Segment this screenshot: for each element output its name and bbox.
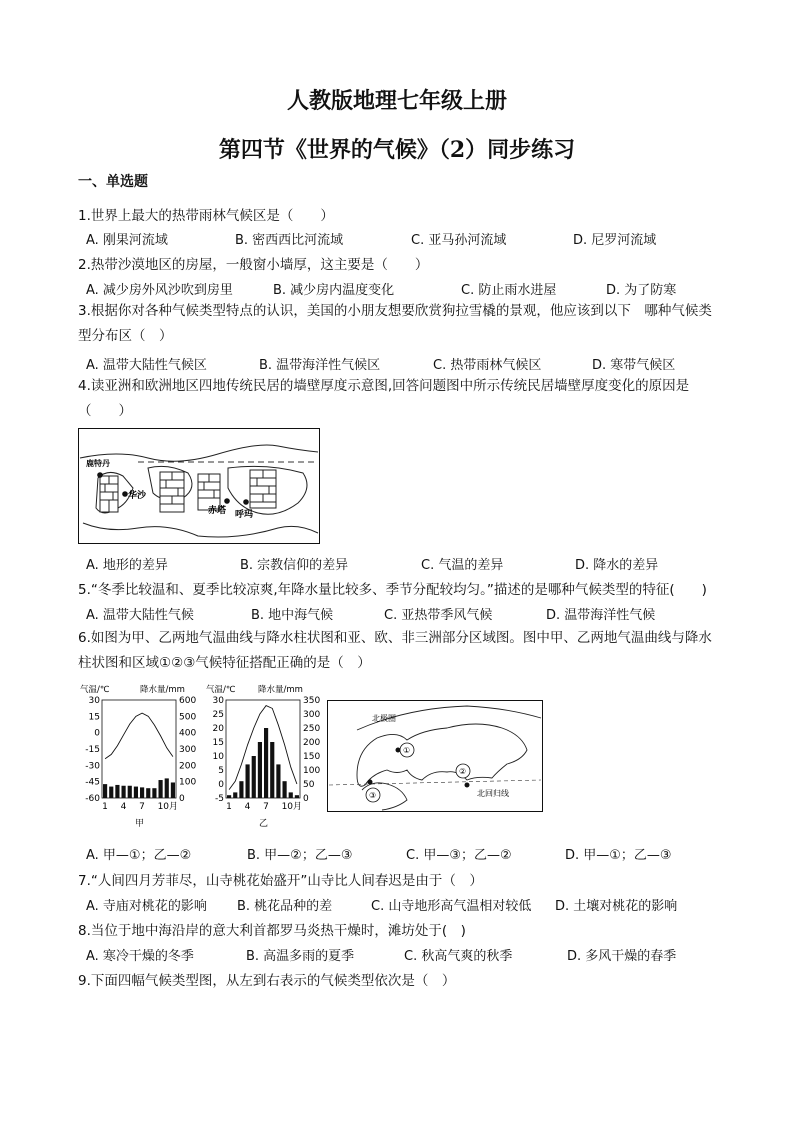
jia-precip-bar <box>171 782 175 798</box>
yi-right-tick: 200 <box>303 738 321 748</box>
yi-right-tick: 50 <box>303 780 315 790</box>
yi-precip-bar <box>233 792 237 798</box>
wall-icon-2 <box>160 472 184 512</box>
yi-x-tick: 10月 <box>281 802 303 812</box>
q1-option-c[interactable]: C. 亚马孙河流域 <box>411 233 507 248</box>
question-7-stem: 7.“人间四月芳菲尽，山寺桃花始盛开”山寺比人间春迟是由于（ ） <box>78 873 483 889</box>
yi-precip-bar <box>264 728 268 798</box>
jia-right-tick: 600 <box>179 696 197 706</box>
q8-option-a[interactable]: A. 寒冷干燥的冬季 <box>86 949 194 964</box>
section-heading: 一、单选题 <box>78 174 148 190</box>
yi-precip-bar <box>276 764 280 798</box>
yi-precip-bar <box>252 756 256 798</box>
yi-left-tick: 0 <box>218 780 224 790</box>
yi-right-tick: 350 <box>303 696 321 706</box>
q6-option-a[interactable]: A. 甲—①；乙—② <box>86 848 192 863</box>
yi-precip-bar <box>246 764 250 798</box>
yi-left-tick: 10 <box>212 752 224 762</box>
yi-right-tick: 0 <box>303 794 309 804</box>
yi-x-tick: 4 <box>244 802 251 812</box>
yi-left-tick: 5 <box>218 766 224 776</box>
question-9-stem: 9.下面四幅气候类型图，从左到右表示的气候类型依次是（ ） <box>78 973 456 989</box>
q4-option-d[interactable]: D. 降水的差异 <box>575 558 659 573</box>
q5-option-d[interactable]: D. 温带海洋性气候 <box>546 608 656 623</box>
chart-jia-name: 甲 <box>135 819 145 829</box>
q3-option-c[interactable]: C. 热带雨林气候区 <box>433 358 542 373</box>
map6-region-3: ③ <box>369 791 377 800</box>
map6-label-arctic-circle: 北极圈 <box>372 714 396 723</box>
q5-option-c[interactable]: C. 亚热带季风气候 <box>384 608 493 623</box>
yi-left-tick: 30 <box>212 696 224 706</box>
question-5-stem: 5.“冬季比较温和、夏季比较凉爽,年降水量比较多、季节分配较均匀。”描述的是哪种气候类型的特征( ) <box>78 582 707 598</box>
q6-option-c[interactable]: C. 甲—③；乙—② <box>406 848 512 863</box>
q7-option-a[interactable]: A. 寺庙对桃花的影响 <box>86 899 207 914</box>
q4-option-a[interactable]: A. 地形的差异 <box>86 558 168 573</box>
jia-right-tick: 0 <box>179 794 185 804</box>
q1-option-a[interactable]: A. 刚果河流域 <box>86 233 168 248</box>
question-3-stem: 3.根据你对各种气候类型特点的认识，美国的小朋友想要欣赏狗拉雪橇的景观，他应该到以下 哪种气候类型分布区（ ） <box>78 303 712 344</box>
q7-option-b[interactable]: B. 桃花品种的差 <box>237 899 333 914</box>
wall-icon-4 <box>250 470 276 508</box>
jia-left-tick: -45 <box>85 777 100 788</box>
jia-left-tick: 15 <box>88 712 100 723</box>
q8-option-b[interactable]: B. 高温多雨的夏季 <box>246 949 355 964</box>
map4-label-rotterdam: 鹿特丹 <box>86 459 110 468</box>
question-1-stem: 1.世界上最大的热带雨林气候区是（ ） <box>78 208 334 224</box>
yi-x-tick: 1 <box>226 802 232 812</box>
q3-option-a[interactable]: A. 温带大陆性气候区 <box>86 358 207 373</box>
jia-left-tick: 30 <box>88 696 100 706</box>
q5-option-b[interactable]: B. 地中海气候 <box>251 608 334 623</box>
jia-temperature-line <box>105 713 173 759</box>
map4-label-chita: 赤塔 <box>208 506 227 516</box>
jia-right-tick: 500 <box>179 712 197 723</box>
yi-precip-bar <box>258 742 262 798</box>
asia-europe-africa-map <box>327 700 543 812</box>
jia-right-tick: 400 <box>179 728 197 739</box>
q4-option-b[interactable]: B. 宗教信仰的差异 <box>240 558 349 573</box>
chart-yi-ylabel-right: 降水量/mm <box>258 685 303 695</box>
yi-precip-bar <box>227 795 231 798</box>
question-6-stem: 6.如图为甲、乙两地气温曲线与降水柱状图和亚、欧、非三洲部分区域图。图中甲、乙两地气温曲线与降水柱状图和区域①②③气候特征搭配正确的是（ ） <box>78 630 712 671</box>
q7-option-d[interactable]: D. 土壤对桃花的影响 <box>555 899 678 914</box>
yi-right-tick: 150 <box>303 752 321 762</box>
jia-right-tick: 300 <box>179 745 197 755</box>
chart-yi-ylabel-left: 气温/℃ <box>206 685 236 695</box>
chart-jia-ylabel-right: 降水量/mm <box>140 685 185 695</box>
climate-chart-jia <box>78 680 210 830</box>
jia-precip-bar <box>134 787 138 798</box>
yi-left-tick: 20 <box>212 724 224 734</box>
q7-option-c[interactable]: C. 山寺地形高气温相对较低 <box>371 899 532 914</box>
yi-left-tick: 15 <box>212 738 224 748</box>
map6-region-1: ① <box>403 746 411 755</box>
q1-option-b[interactable]: B. 密西西比河流域 <box>235 233 344 248</box>
q5-option-a[interactable]: A. 温带大陆性气候 <box>86 608 194 623</box>
yi-precip-bar <box>270 742 274 798</box>
q6-option-d[interactable]: D. 甲—①；乙—③ <box>565 848 672 863</box>
map4-label-warsaw: 华沙 <box>128 491 147 501</box>
jia-precip-bar <box>115 785 119 798</box>
q2-option-d[interactable]: D. 为了防寒 <box>606 283 677 298</box>
jia-precip-bar <box>165 778 169 798</box>
wall-icon-1 <box>100 476 118 512</box>
jia-left-tick: -15 <box>85 745 100 755</box>
jia-precip-bar <box>103 784 107 798</box>
jia-x-tick: 1 <box>102 802 108 812</box>
jia-precip-bar <box>146 788 150 798</box>
jia-precip-bar <box>159 780 163 798</box>
jia-x-tick: 10月 <box>157 802 179 812</box>
map4-label-huma: 呼玛 <box>235 510 254 520</box>
page-subtitle: 第四节《世界的气候》（2）同步练习 <box>218 137 576 163</box>
q2-option-c[interactable]: C. 防止雨水进屋 <box>461 283 557 298</box>
jia-x-tick: 7 <box>139 802 145 812</box>
jia-right-tick: 200 <box>179 761 197 772</box>
map6-region-2: ② <box>459 767 467 776</box>
q2-option-b[interactable]: B. 减少房内温度变化 <box>273 283 395 298</box>
jia-left-tick: 0 <box>94 728 100 739</box>
yi-left-tick: -5 <box>215 794 224 804</box>
yi-precip-bar <box>295 795 299 798</box>
q8-option-d[interactable]: D. 多风干燥的春季 <box>567 949 677 964</box>
question-2-stem: 2.热带沙漠地区的房屋，一般窗小墙厚，这主要是（ ） <box>78 257 429 273</box>
q1-option-d[interactable]: D. 尼罗河流域 <box>573 233 657 248</box>
jia-left-tick: -60 <box>85 794 100 804</box>
map6-label-tropic-of-cancer: 北回归线 <box>477 789 509 798</box>
jia-precip-bar <box>122 786 126 798</box>
wall-thickness-map <box>78 428 320 544</box>
yi-temperature-line <box>229 706 297 790</box>
q6-option-b[interactable]: B. 甲—②；乙—③ <box>247 848 353 863</box>
jia-precip-bar <box>152 788 156 798</box>
jia-precip-bar <box>140 787 144 798</box>
chart-jia-ylabel-left: 气温/℃ <box>80 685 110 695</box>
yi-right-tick: 300 <box>303 710 321 720</box>
question-4-stem: 4.读亚洲和欧洲地区四地传统民居的墙壁厚度示意图,回答问题图中所示传统民居墙壁厚度变化的原因是（ ） <box>78 378 690 419</box>
jia-right-tick: 100 <box>179 777 197 788</box>
yi-right-tick: 100 <box>303 766 321 776</box>
q3-option-b[interactable]: B. 温带海洋性气候区 <box>259 358 381 373</box>
yi-precip-bar <box>283 781 287 798</box>
question-8-stem: 8.当位于地中海沿岸的意大利首都罗马炎热干燥时，滩坊处于( ) <box>78 923 466 939</box>
q4-option-c[interactable]: C. 气温的差异 <box>421 558 504 573</box>
yi-left-tick: 25 <box>212 710 224 720</box>
jia-precip-bar <box>128 786 132 798</box>
jia-left-tick: -30 <box>85 761 100 772</box>
yi-precip-bar <box>289 792 293 798</box>
climate-chart-yi <box>204 680 328 830</box>
q2-option-a[interactable]: A. 减少房外风沙吹到房里 <box>86 283 233 298</box>
yi-right-tick: 250 <box>303 724 321 734</box>
q3-option-d[interactable]: D. 寒带气候区 <box>592 358 676 373</box>
yi-precip-bar <box>239 781 243 798</box>
yi-x-tick: 7 <box>263 802 269 812</box>
wall-icon-3 <box>198 474 220 510</box>
jia-precip-bar <box>109 787 113 798</box>
chart-yi-name: 乙 <box>259 819 269 829</box>
q8-option-c[interactable]: C. 秋高气爽的秋季 <box>404 949 513 964</box>
page-title: 人教版地理七年级上册 <box>286 88 507 114</box>
jia-x-tick: 4 <box>120 802 127 812</box>
